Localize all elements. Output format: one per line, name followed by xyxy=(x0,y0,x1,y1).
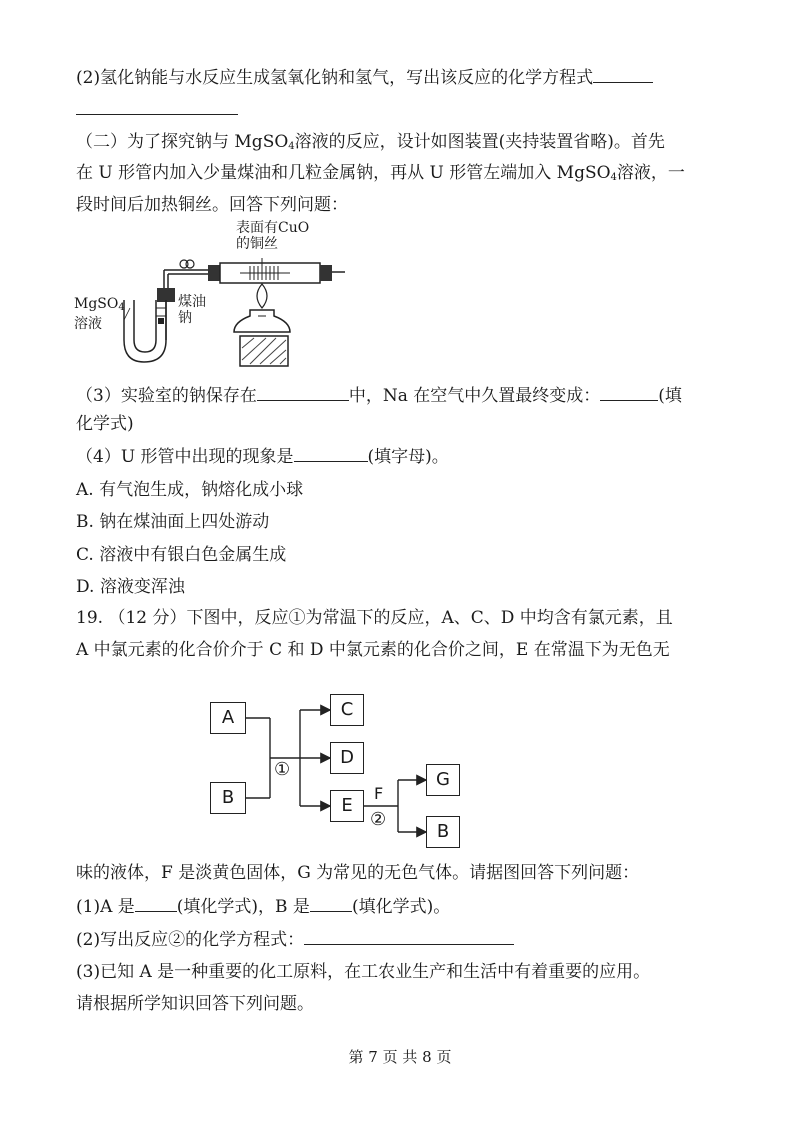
reaction-1-label: ① xyxy=(274,759,291,780)
q19-sub-2: (2)写出反应②的化学方程式： xyxy=(76,926,514,952)
node-d: D xyxy=(330,742,364,774)
node-e: E xyxy=(330,790,364,822)
q4-line: （4）U 形管中出现的现象是 (填字母)。 xyxy=(76,443,449,469)
part2-line-2: 在 U 形管内加入少量煤油和几粒金属钠，再从 U 形管左端加入 MgSO$_4$溶液，一 xyxy=(76,163,685,183)
q19-blank-b[interactable] xyxy=(310,893,352,912)
reaction-2-label: ② xyxy=(370,809,387,830)
q19-blank-a[interactable] xyxy=(135,893,177,912)
q19-line-3: 味的液体，F 是淡黄色固体，G 为常见的无色气体。请据图回答下列问题： xyxy=(76,863,640,883)
part2-line-1: （二）为了探究钠与 MgSO$_4$溶液的反应，设计如图装置(夹持装置省略)。首先 xyxy=(76,132,665,152)
q19-sub-3: (3)已知 A 是一种重要的化工原料，在工农业生产和生活中有着重要的应用。 xyxy=(76,962,651,982)
q4-option-d[interactable]: D. 溶液变浑浊 xyxy=(76,577,185,597)
node-g: G xyxy=(426,764,460,796)
part2-line-3: 段时间后加热铜丝。回答下列问题： xyxy=(76,195,348,215)
node-c: C xyxy=(330,694,364,726)
reagent-f-label: F xyxy=(374,784,384,803)
q2-line: (2)氢化钠能与水反应生成氢氧化钠和氢气，写出该反应的化学方程式 xyxy=(76,64,653,90)
q3-line-2: 化学式) xyxy=(76,414,134,434)
q4-option-b[interactable]: B. 钠在煤油面上四处游动 xyxy=(76,512,270,532)
q19-sub-3-b: 请根据所学知识回答下列问题。 xyxy=(76,994,314,1014)
kerosene-label: 煤油 钠 xyxy=(178,294,206,326)
q19-sub-1: (1)A 是 (填化学式)，B 是 (填化学式)。 xyxy=(76,893,450,919)
page-footer: 第 7 页 共 8 页 xyxy=(348,1048,452,1066)
q4-option-c[interactable]: C. 溶液中有银白色金属生成 xyxy=(76,545,287,565)
node-b: B xyxy=(210,782,246,814)
node-b-product: B xyxy=(426,816,460,848)
mgso4-label: MgSO$_4$ 溶液 xyxy=(74,296,125,332)
q19-line-1: 19. （12 分）下图中，反应①为常温下的反应，A、C、D 中均含有氯元素，且 xyxy=(76,608,673,628)
q19-equation-blank[interactable] xyxy=(304,926,514,945)
q4-option-a[interactable]: A. 有气泡生成，钠熔化成小球 xyxy=(76,480,304,500)
node-a: A xyxy=(210,702,246,734)
cuo-label: 表面有CuO 的铜丝 xyxy=(236,220,310,252)
q3-line-1: （3）实验室的钠保存在 中，Na 在空气中久置最终变成： (填 xyxy=(76,382,682,408)
q19-line-2: A 中氯元素的化合价介于 C 和 D 中氯元素的化合价之间，E 在常温下为无色无 xyxy=(76,640,670,660)
